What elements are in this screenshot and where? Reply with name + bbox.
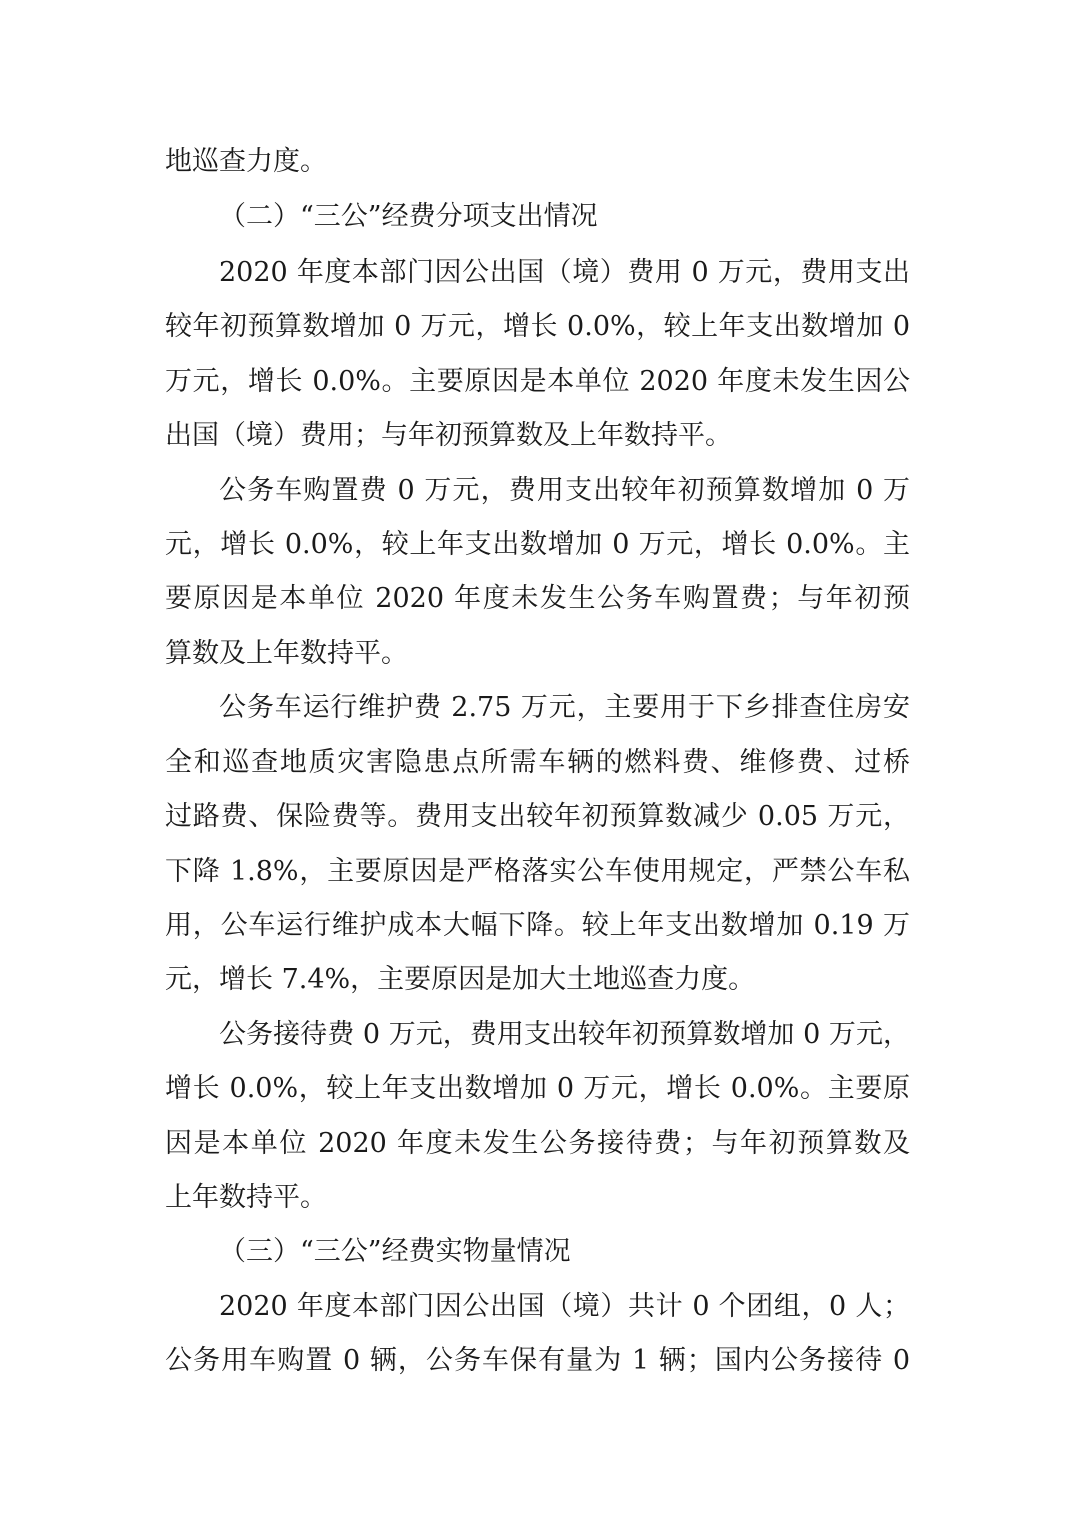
paragraph-line: 用，公车运行维护成本大幅下降。较上年支出数增加 0.19 万 [165,910,910,941]
paragraph-line: 下降 1.8%，主要原因是严格落实公车使用规定，严禁公车私 [165,856,910,887]
paragraph-line: 全和巡查地质灾害隐患点所需车辆的燃料费、维修费、过桥 [165,747,910,778]
paragraph-line: 上年数持平。 [165,1182,327,1213]
paragraph-line: 公务车运行维护费 2.75 万元，主要用于下乡排查住房安 [219,692,910,723]
paragraph-line: 算数及上年数持平。 [165,638,408,669]
paragraph-line: 增长 0.0%，较上年支出数增加 0 万元，增长 0.0%。主要原 [165,1073,910,1104]
paragraph-line: 2020 年度本部门因公出国（境）费用 0 万元，费用支出 [219,257,910,288]
section-heading: （二）“三公”经费分项支出情况 [219,201,598,232]
paragraph-line: 出国（境）费用；与年初预算数及上年数持平。 [165,420,732,451]
section-heading: （三）“三公”经费实物量情况 [219,1236,571,1267]
paragraph-line: 公务接待费 0 万元，费用支出较年初预算数增加 0 万元， [219,1019,910,1050]
paragraph-line: 元，增长 7.4%，主要原因是加大土地巡查力度。 [165,964,756,995]
paragraph-line: 元，增长 0.0%，较上年支出数增加 0 万元，增长 0.0%。主 [165,529,910,560]
paragraph-line: 地巡查力度。 [165,146,327,177]
paragraph-line: 公务车购置费 0 万元，费用支出较年初预算数增加 0 万 [219,475,910,506]
paragraph-line: 万元，增长 0.0%。主要原因是本单位 2020 年度未发生因公 [165,366,910,397]
paragraph-line: 公务用车购置 0 辆，公务车保有量为 1 辆；国内公务接待 0 [165,1345,910,1376]
paragraph-line: 要原因是本单位 2020 年度未发生公务车购置费；与年初预 [165,583,910,614]
paragraph-line: 因是本单位 2020 年度未发生公务接待费；与年初预算数及 [165,1128,910,1159]
paragraph-line: 较年初预算数增加 0 万元，增长 0.0%，较上年支出数增加 0 [165,311,910,342]
paragraph-line: 过路费、保险费等。费用支出较年初预算数减少 0.05 万元， [165,801,910,832]
paragraph-line: 2020 年度本部门因公出国（境）共计 0 个团组，0 人； [219,1291,910,1322]
